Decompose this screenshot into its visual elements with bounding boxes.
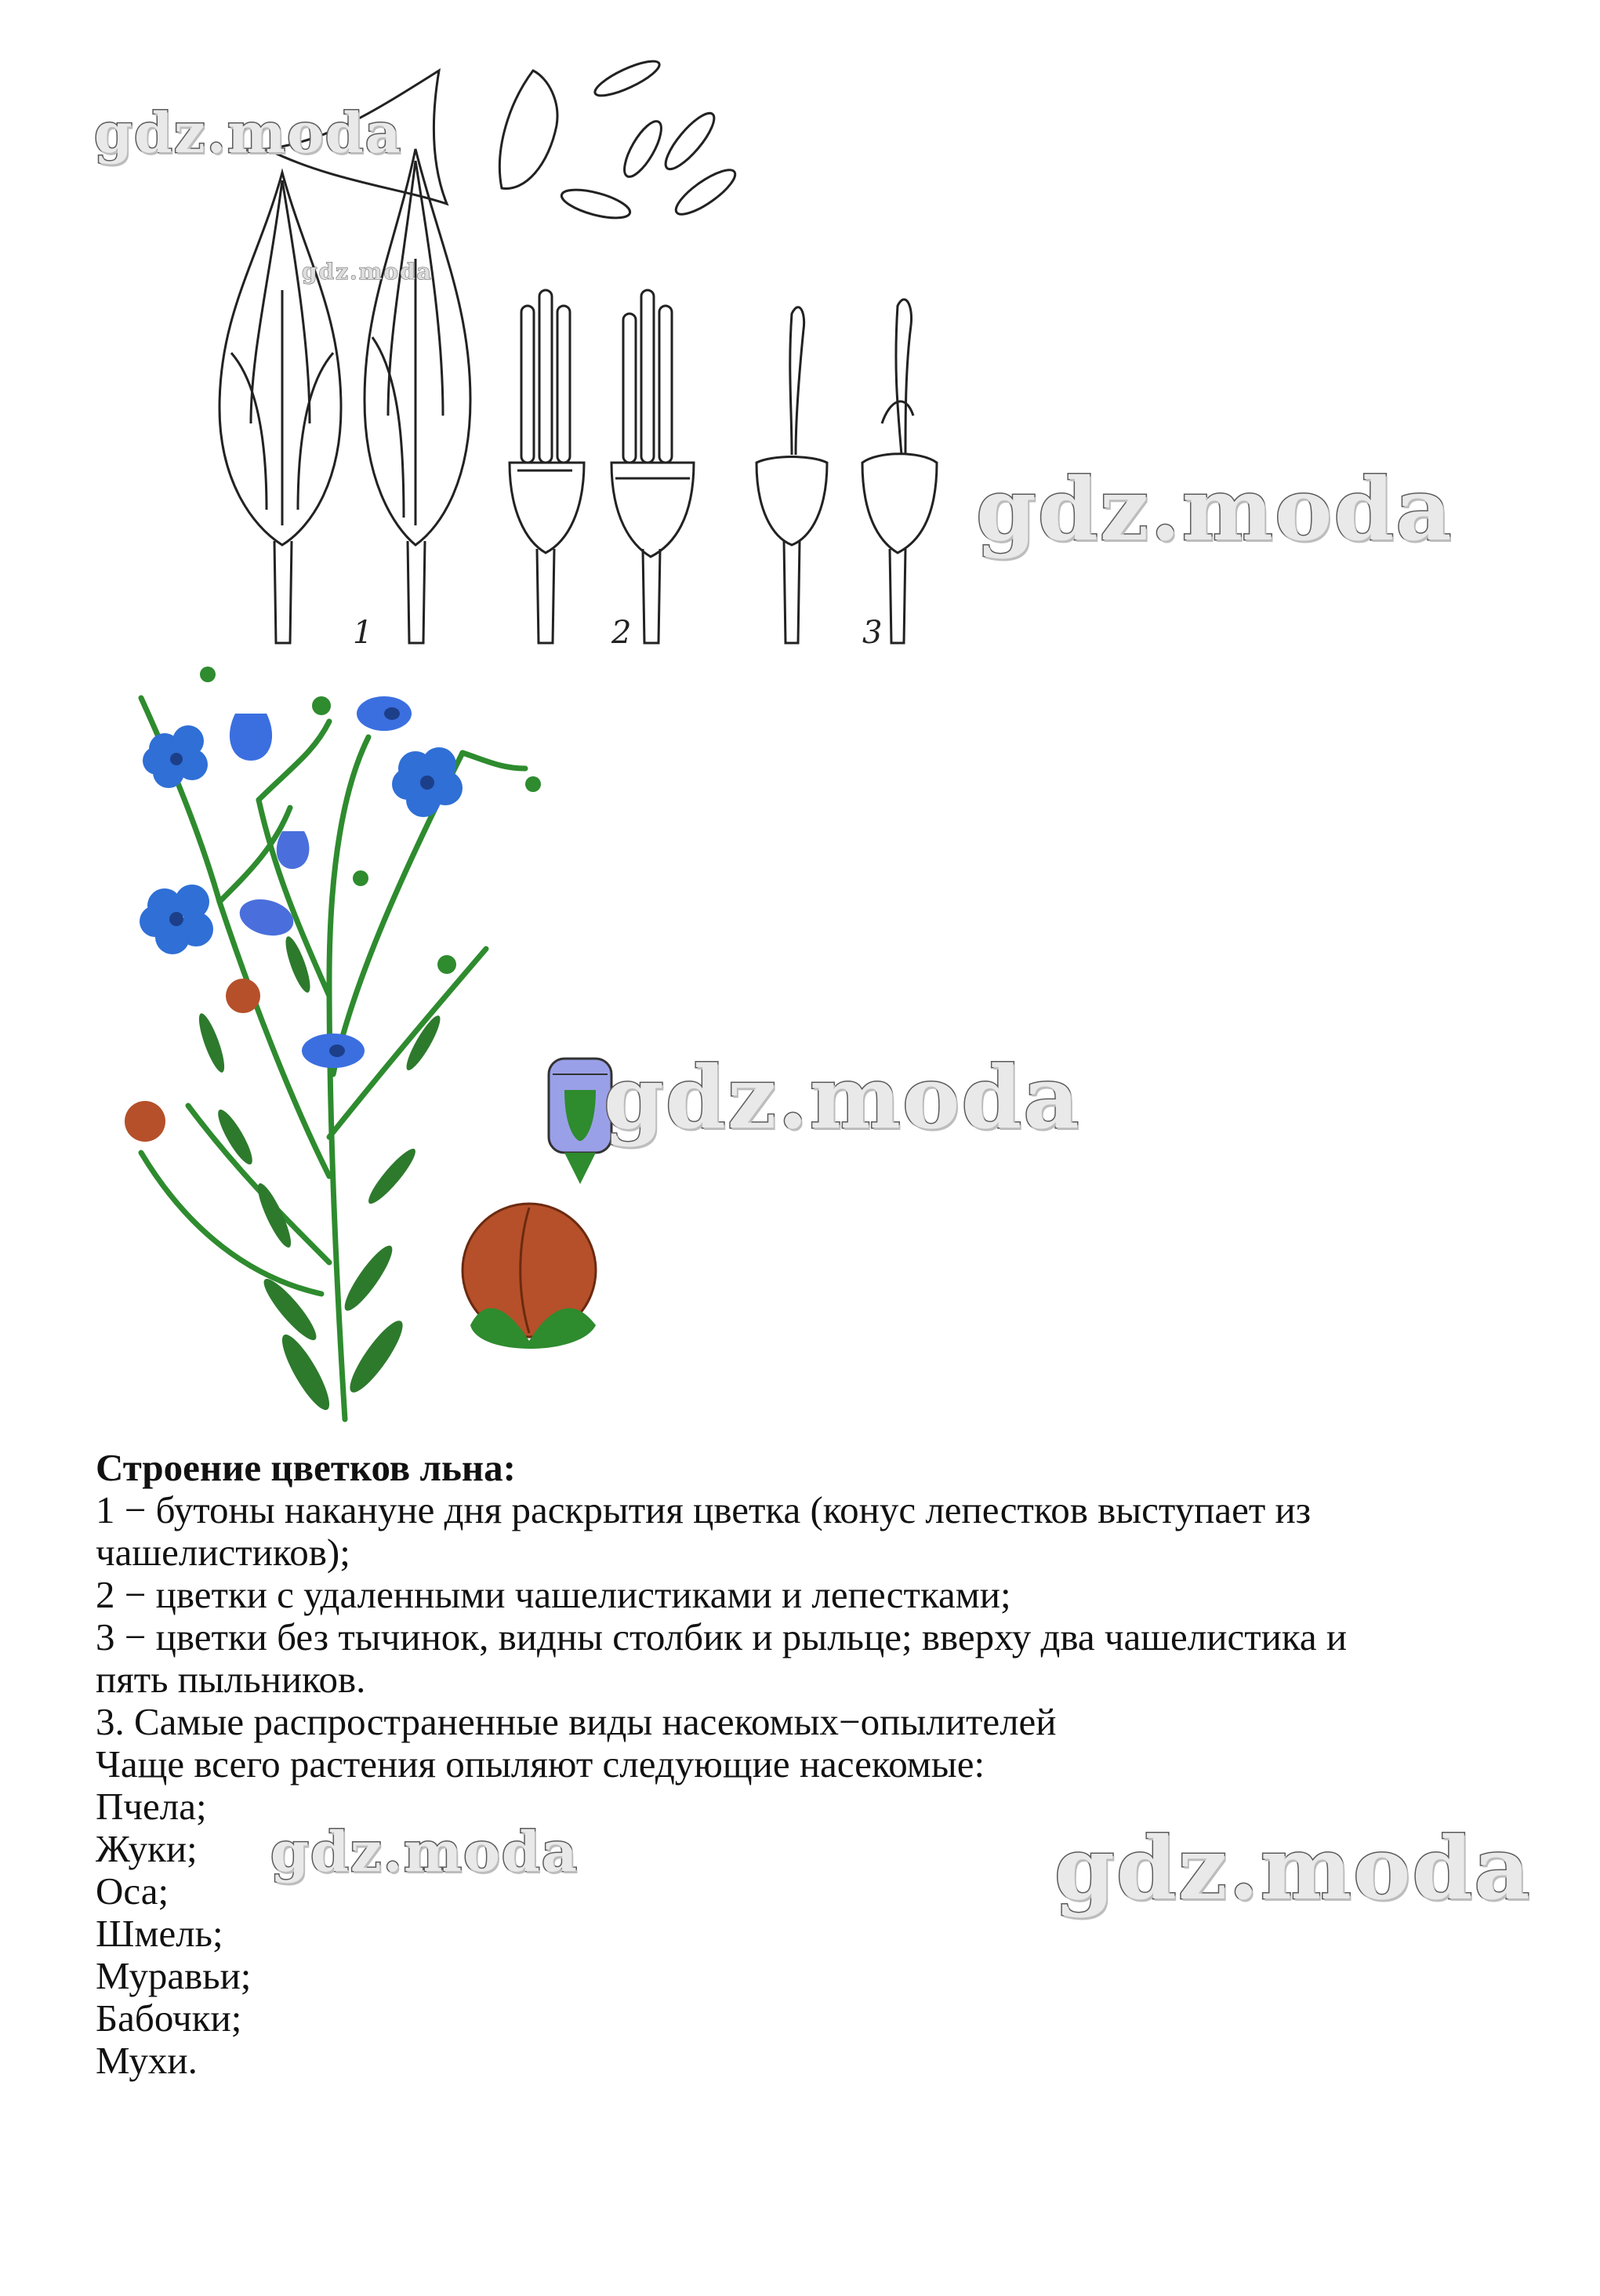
insect-list-item: Оса; — [96, 1869, 169, 1913]
flax-flower — [277, 831, 310, 869]
seed-drawing — [670, 163, 741, 222]
caption-item-1: 1 − бутоны накануне дня раскрытия цветка (конус лепестков выступает из — [96, 1488, 1312, 1531]
section-3-intro: Чаще всего растения опыляют следующие насекомые: — [96, 1742, 985, 1786]
watermark: gdz.moda — [302, 259, 433, 285]
flax-flowers — [140, 696, 463, 1068]
seed-drawing — [559, 184, 633, 223]
flax-flower — [302, 1034, 365, 1068]
seed-drawing — [659, 107, 720, 176]
watermark: gdz.moda — [1054, 1818, 1532, 1919]
insect-list-item: Муравьи; — [96, 1954, 252, 1997]
caption-item-1-continued: чашелистиков); — [96, 1531, 350, 1574]
caption-item-3: 3 − цветки без тычинок, видны столбик и рыльце; вверху два чашелистика и — [96, 1615, 1348, 1658]
figure-label-3: 3 — [862, 615, 883, 651]
caption-item-2: 2 − цветки с удаленными чашелистиками и лепестками; — [96, 1573, 1011, 1616]
flax-flower — [143, 725, 208, 788]
seed-drawing — [591, 55, 663, 102]
flower-pistil-drawing-1 — [756, 307, 827, 643]
watermark: gdz.moda — [270, 1819, 579, 1884]
section-3-heading: 3. Самые распространенные виды насекомых−опылителей — [96, 1700, 1057, 1743]
figure-label-1: 1 — [353, 615, 373, 651]
watermark: gdz.moda — [604, 1047, 1081, 1148]
caption-title: Строение цветков льна: — [96, 1446, 516, 1489]
insect-list-item: Мухи. — [96, 2039, 198, 2082]
flax-flower — [140, 885, 213, 954]
watermark: gdz.moda — [976, 459, 1453, 560]
insect-list-item: Пчела; — [96, 1785, 207, 1828]
insect-list-item: Жуки; — [96, 1827, 198, 1870]
seed-drawing — [618, 116, 668, 181]
flower-pistil-drawing-2 — [862, 300, 937, 643]
seed-drawing — [499, 71, 557, 188]
flower-without-petals-drawing-2 — [611, 290, 694, 643]
flower-cross-section — [549, 1059, 611, 1184]
flax-capsule — [226, 979, 260, 1013]
answer-text — [96, 1447, 1554, 2082]
watermark: gdz.moda — [94, 100, 403, 165]
caption-item-3-continued: пять пыльников. — [96, 1658, 366, 1701]
seed-capsule — [463, 1204, 596, 1349]
flax-plant-illustration — [94, 667, 635, 1435]
bud-drawing-2 — [365, 149, 470, 643]
flower-without-petals-drawing-1 — [510, 290, 584, 643]
flax-flower — [392, 747, 463, 817]
flax-capsule — [125, 1101, 165, 1142]
insect-list-item: Бабочки; — [96, 1996, 242, 2040]
insect-list-item: Шмель; — [96, 1912, 223, 1955]
figure-label-2: 2 — [611, 615, 632, 651]
bud-drawing-1 — [220, 173, 341, 643]
flax-flower — [357, 696, 412, 731]
flax-flower — [230, 714, 272, 761]
